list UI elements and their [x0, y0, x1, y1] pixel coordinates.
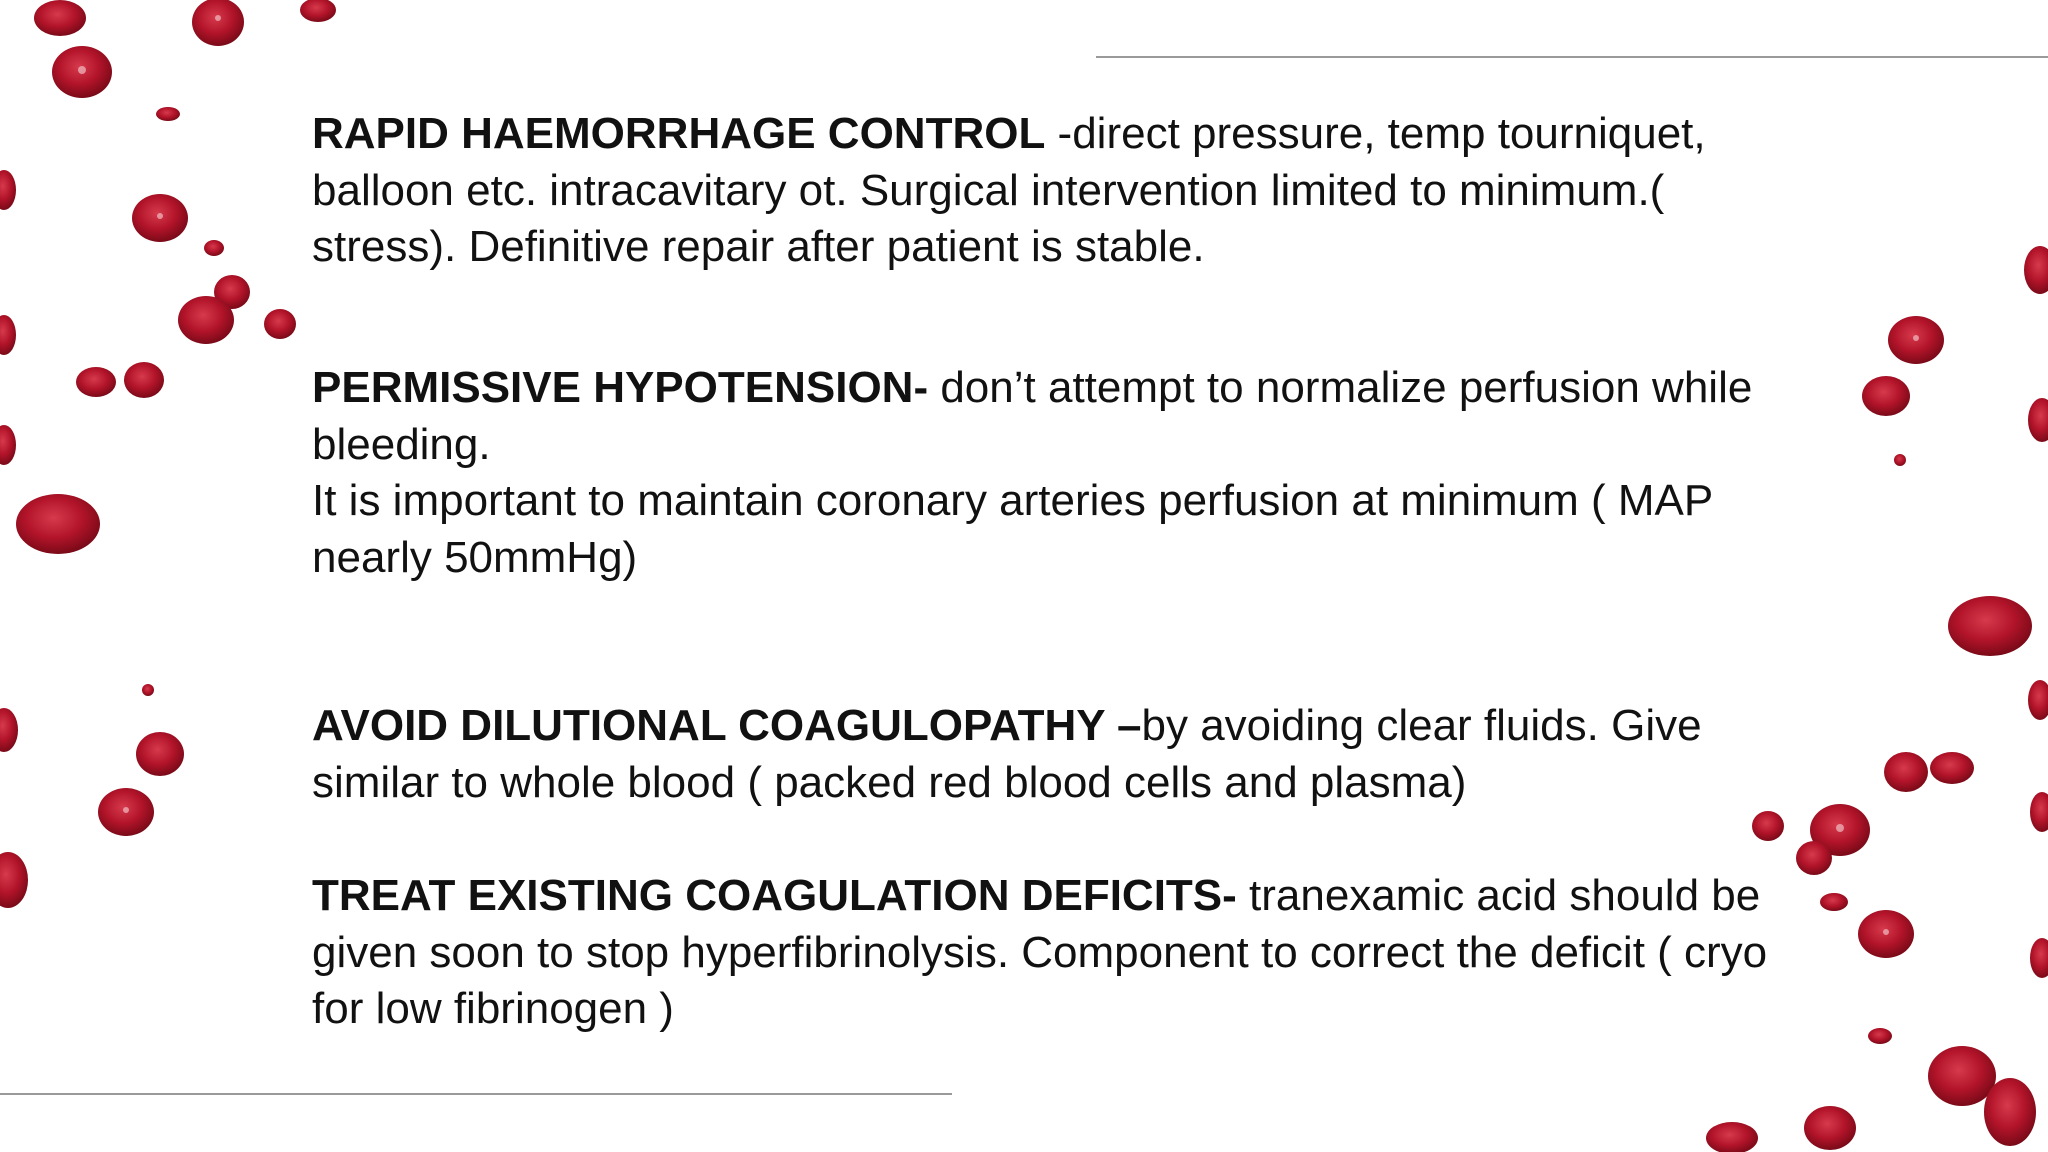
- blood-cell: [300, 0, 336, 22]
- blood-cell: [1820, 893, 1848, 911]
- blood-cell: [1930, 752, 1974, 784]
- section-permissive-hypotension: [312, 360, 1772, 586]
- section-heading: AVOID DILUTIONAL COAGULOPATHY –: [312, 701, 1142, 750]
- blood-cell: [0, 425, 16, 465]
- section-body: by avoiding clear fluids. Give similar to whole blood ( packed red blood cells and plasma): [312, 701, 1702, 807]
- section-body: -direct pressure, temp tourniquet, balloon etc. intracavitary ot. Surgical intervention limited to minimum.( stress). Definitive repair after patient is stable.: [312, 109, 1706, 271]
- blood-cell: [264, 309, 296, 339]
- section-dilutional-coagulopathy: [312, 698, 1772, 811]
- blood-cell: [1796, 841, 1832, 875]
- blood-cell: [1706, 1122, 1758, 1152]
- blood-cell: [156, 107, 180, 121]
- blood-cell: [192, 0, 244, 46]
- blood-cell: [1862, 376, 1910, 416]
- blood-cell: [1928, 1046, 1996, 1106]
- blood-cell: [124, 362, 164, 398]
- blood-cell: [0, 852, 28, 908]
- blood-cell: [34, 0, 86, 36]
- bottom-divider: [0, 1093, 952, 1095]
- top-divider: [1096, 56, 2048, 58]
- section-coagulation-deficits: [312, 868, 1772, 1038]
- blood-cell: [2024, 246, 2048, 294]
- section-heading: TREAT EXISTING COAGULATION DEFICITS-: [312, 871, 1237, 920]
- blood-cell: [0, 708, 18, 752]
- blood-cell: [136, 732, 184, 776]
- blood-cell: [142, 684, 154, 696]
- section-haemorrhage-control: [312, 106, 1772, 276]
- blood-cell: [1894, 454, 1906, 466]
- section-extra: It is important to maintain coronary arteries perfusion at minimum ( MAP nearly 50mmHg): [312, 476, 1713, 582]
- blood-cell: [2030, 792, 2048, 832]
- blood-cell: [76, 367, 116, 397]
- blood-cell: [2028, 680, 2048, 720]
- blood-cell: [1884, 752, 1928, 792]
- blood-cell: [2030, 938, 2048, 978]
- blood-cell: [1984, 1078, 2036, 1146]
- blood-cell: [1868, 1028, 1892, 1044]
- blood-cell: [16, 494, 100, 554]
- blood-cell: [2028, 398, 2048, 442]
- blood-cell: [1804, 1106, 1856, 1150]
- section-body: tranexamic acid should be given soon to stop hyperfibrinolysis. Component to correct the deficit ( cryo for low fibrinogen ): [312, 871, 1768, 1033]
- blood-cell: [0, 315, 16, 355]
- blood-cell: [0, 170, 16, 210]
- blood-cell: [178, 296, 234, 344]
- blood-cell: [1948, 596, 2032, 656]
- section-heading: PERMISSIVE HYPOTENSION-: [312, 363, 929, 412]
- section-body: don’t attempt to normalize perfusion while bleeding.: [312, 363, 1753, 469]
- blood-cell: [1752, 811, 1784, 841]
- section-heading: RAPID HAEMORRHAGE CONTROL: [312, 109, 1046, 158]
- blood-cell: [204, 240, 224, 256]
